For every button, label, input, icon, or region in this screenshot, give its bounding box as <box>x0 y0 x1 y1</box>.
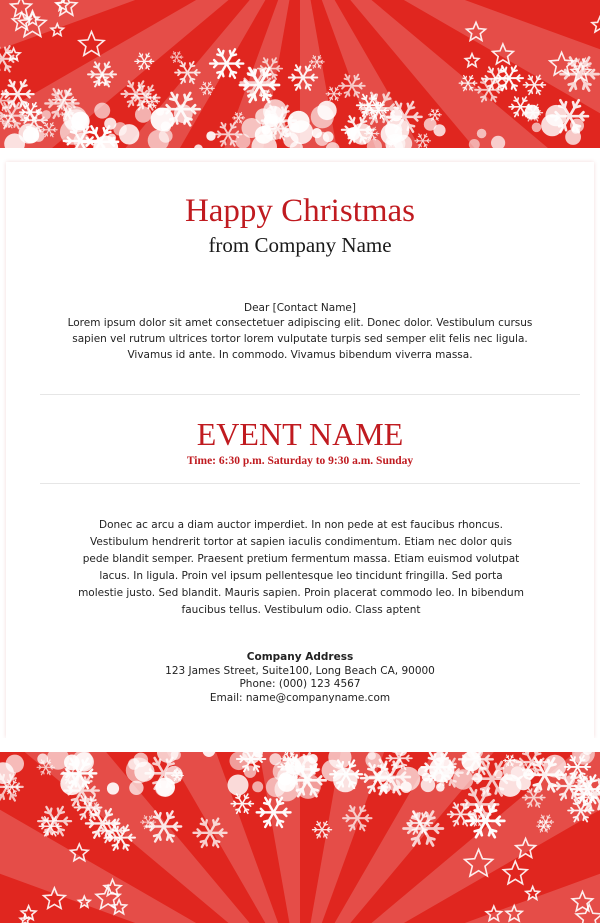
content-panel <box>6 162 594 738</box>
intro-paragraph: Lorem ipsum dolor sit amet consectetuer adipiscing elit. Donec dolor. Vestibulum cursus sapien vel rutrum ultrices tortor lorem vulputate turpis sed semper elit felis nec ligula. Vivamus id ante. In commodo. Vivamus bibendum viverra massa. <box>67 317 533 361</box>
address-phone: Phone: (000) 123 4567 <box>239 678 361 690</box>
divider-bottom <box>40 483 580 484</box>
greeting-line: Dear [Contact Name] <box>244 302 356 314</box>
address-email: Email: name@companyname.com <box>209 691 391 704</box>
event-time: Time: 6:30 p.m. Saturday to 9:30 a.m. Sunday <box>186 455 414 467</box>
body-paragraph: Donec ac arcu a diam auctor imperdiet. In non pede at est faucibus rhoncus. Vestibulum hendrerit tortor at sapien iaculis condimentum. Etiam nec dolor quis pede blandit semper. Praesent pretium fermentum massa. Etiam euismod volutpat lacus. In ligula. Proin vel ipsum pellentesque leo tincidunt fringilla. Sed porta molestie justo. Sed blandit. Mauris sapien. Proin placerat commodo leo. In bibendum faucibus tellus. Vestibulum odio. Class aptent <box>78 519 524 616</box>
address-heading: Company Address <box>246 651 354 663</box>
bottom-banner-graphic <box>0 738 600 923</box>
address-street: 123 James Street, Suite100, Long Beach CA, 90000 <box>165 664 435 677</box>
page-subtitle: from Company Name <box>208 233 392 257</box>
event-name: EVENT NAME <box>196 416 404 452</box>
company-address-block <box>6 651 594 705</box>
page-title: Happy Christmas <box>184 193 416 229</box>
bottom-snowflake-banner <box>0 738 600 923</box>
divider-top <box>40 394 580 395</box>
top-snowflake-banner <box>0 0 600 162</box>
top-banner-graphic <box>0 0 600 162</box>
